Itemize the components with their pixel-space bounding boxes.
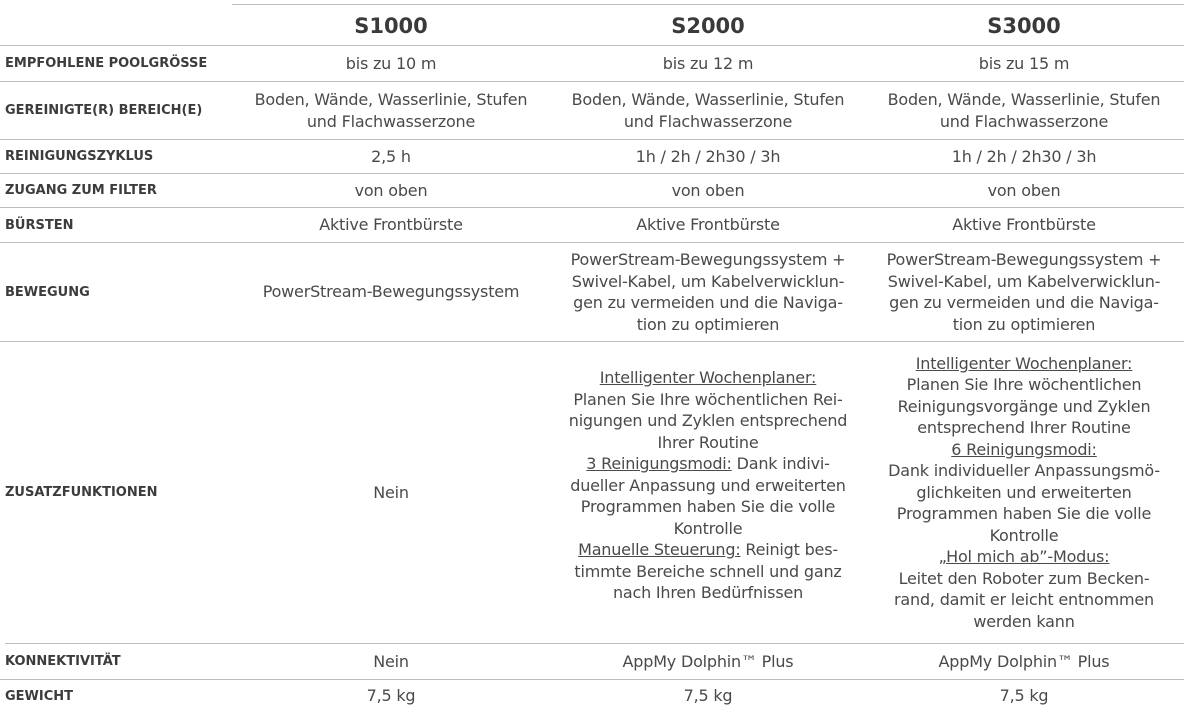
cell-line: dueller Anpassung und erweiterten [570, 475, 846, 495]
divider [232, 4, 1184, 5]
cell-pool-size-s3000 [866, 46, 1182, 81]
cell-text: Nein [373, 482, 409, 502]
cell-filter-s1000 [232, 174, 550, 207]
cell-area-s3000 [866, 82, 1182, 139]
cell-line: tion zu optimieren [636, 314, 780, 334]
column-header-s2000: S2000 [671, 14, 745, 38]
cell-line: rand, damit er leicht entnommen [894, 590, 1154, 610]
cell-brushes-s2000 [550, 208, 866, 242]
cell-line: Planen Sie Ihre wöchentlichen [906, 375, 1142, 395]
row-label-filter-access: ZUGANG ZUM FILTER [5, 183, 157, 198]
feature-heading: Intelligenter Wochenplaner: [599, 368, 817, 388]
cell-area-s1000 [232, 82, 550, 139]
cell-line: Swivel-Kabel, um Kabelverwicklun- [571, 271, 845, 291]
cell-text: AppMy Dolphin™ Plus [938, 651, 1110, 671]
cell-weight-s2000 [550, 680, 866, 712]
cell-extras-s1000 [232, 342, 550, 643]
feature-heading: 3 Reinigungsmodi: [586, 454, 732, 474]
cell-cycle-s2000 [550, 140, 866, 173]
cell-text: 7,5 kg [683, 686, 733, 706]
cell-text: 7,5 kg [999, 686, 1049, 706]
cell-text: bis zu 10 m [345, 53, 437, 73]
cell-line: werden kann [973, 611, 1075, 631]
cell-text: Aktive Frontbürste [952, 215, 1096, 235]
column-header-s3000: S3000 [987, 14, 1061, 38]
cell-text: 2,5 h [371, 146, 411, 166]
cell-text: bis zu 15 m [978, 53, 1070, 73]
cell-line: Dank individueller Anpassungsmö- [888, 461, 1160, 481]
row-label-movement: BEWEGUNG [5, 284, 90, 300]
cell-text: Aktive Frontbürste [636, 215, 780, 235]
row-label-cleaned-area: GEREINIGTE(R) BEREICH(E) [5, 103, 203, 118]
feature-heading: Intelligenter Wochenplaner: [915, 353, 1133, 373]
row-label-weight: GEWICHT [5, 688, 74, 704]
cell-line: Planen Sie Ihre wöchentlichen Rei- [573, 389, 843, 409]
cell-line: timmte Bereiche schnell und ganz [574, 561, 842, 581]
cell-pool-size-s1000 [232, 46, 550, 81]
feature-heading: 6 Reinigungsmodi: [951, 439, 1097, 459]
cell-line: PowerStream-Bewegungssystem + [886, 250, 1162, 269]
cell-cycle-s1000 [232, 140, 550, 173]
cell-line: glichkeiten und erweiterten [916, 482, 1132, 502]
cell-line: Boden, Wände, Wasserlinie, Stufen [254, 90, 528, 109]
cell-text: von oben [354, 180, 428, 200]
cell-line: Kontrolle [989, 525, 1059, 545]
cell-brushes-s1000 [232, 208, 550, 242]
cell-brushes-s3000 [866, 208, 1182, 242]
cell-text: bis zu 12 m [662, 53, 754, 73]
cell-text: Aktive Frontbürste [319, 215, 463, 235]
cell-line: Programmen haben Sie die volle [896, 504, 1152, 524]
cell-extras-s2000 [550, 342, 866, 643]
cell-movement-s2000 [550, 243, 866, 341]
cell-text: von oben [987, 180, 1061, 200]
cell-connectivity-s3000 [866, 644, 1182, 679]
column-header-s1000: S1000 [354, 14, 428, 38]
cell-movement-s1000 [232, 243, 550, 341]
cell-line-rest: Dank indivi- [731, 454, 830, 474]
cell-line [578, 539, 838, 561]
cell-text: 1h / 2h / 2h30 / 3h [635, 146, 781, 166]
feature-heading: Manuelle Steuerung: [578, 540, 741, 560]
cell-text: 1h / 2h / 2h30 / 3h [951, 146, 1097, 166]
cell-line: Boden, Wände, Wasserlinie, Stufen [887, 90, 1161, 109]
cell-filter-s2000 [550, 174, 866, 207]
cell-pool-size-s2000 [550, 46, 866, 81]
cell-cycle-s3000 [866, 140, 1182, 173]
cell-connectivity-s2000 [550, 644, 866, 679]
cell-line: Ihrer Routine [657, 432, 759, 452]
cell-line: Programmen haben Sie die volle [580, 497, 836, 517]
cell-connectivity-s1000 [232, 644, 550, 679]
cell-line: nigungen und Zyklen entsprechend [568, 411, 848, 431]
feature-heading: „Hol mich ab”-Modus: [938, 547, 1110, 567]
cell-area-s2000 [550, 82, 866, 139]
row-label-brushes: BÜRSTEN [5, 217, 74, 233]
cell-extras-s3000 [866, 342, 1182, 643]
cell-line: PowerStream-Bewegungssystem + [570, 250, 846, 269]
cell-text: AppMy Dolphin™ Plus [622, 651, 794, 671]
cell-text: 7,5 kg [366, 686, 416, 706]
cell-movement-s3000 [866, 243, 1182, 341]
row-label-connectivity: KONNEKTIVITÄT [5, 654, 121, 669]
cell-line: gen zu vermeiden und die Naviga- [573, 293, 843, 312]
cell-text: von oben [671, 180, 745, 200]
row-label-pool-size: EMPFOHLENE POOLGRÖSSE [5, 56, 208, 71]
cell-line: und Flachwasserzone [939, 111, 1109, 131]
cell-line: tion zu optimieren [952, 314, 1096, 334]
cell-line: nach Ihren Bedürfnissen [612, 583, 804, 603]
cell-line: und Flachwasserzone [623, 111, 793, 131]
cell-line: Leitet den Roboter zum Becken- [898, 568, 1150, 588]
cell-text: Nein [373, 651, 409, 671]
cell-weight-s1000 [232, 680, 550, 712]
cell-line: entsprechend Ihrer Routine [917, 418, 1131, 438]
cell-line: Swivel-Kabel, um Kabelverwicklun- [887, 271, 1161, 291]
cell-line: Kontrolle [673, 518, 743, 538]
row-label-additional-features: ZUSATZFUNKTIONEN [5, 485, 158, 500]
cell-filter-s3000 [866, 174, 1182, 207]
cell-line: Boden, Wände, Wasserlinie, Stufen [571, 90, 845, 109]
cell-weight-s3000 [866, 680, 1182, 712]
row-label-cleaning-cycle: REINIGUNGSZYKLUS [5, 149, 154, 164]
cell-line: gen zu vermeiden und die Naviga- [889, 293, 1159, 312]
cell-line: und Flachwasserzone [306, 111, 476, 131]
cell-line: Reinigungsvorgänge und Zyklen [897, 396, 1151, 416]
cell-line [586, 453, 829, 475]
cell-text: PowerStream-Bewegungssystem [262, 282, 520, 302]
cell-line-rest: Reinigt bes- [740, 540, 838, 560]
